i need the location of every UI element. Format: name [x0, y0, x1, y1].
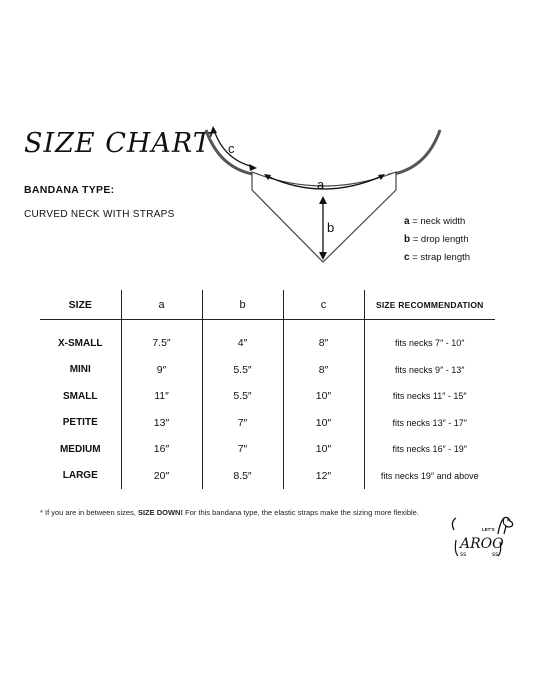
diagram-label-c: c [228, 141, 235, 156]
dog-tail [452, 518, 456, 530]
logo-big-text: AROO [460, 536, 504, 552]
table-header-row [40, 290, 495, 320]
header-size-recommendation: SIZE RECOMMENDATION [364, 290, 495, 320]
table-row: SMALL 11″ 5.5″ 10″ fits necks 11″ - 15″ [40, 383, 495, 410]
table-row: MEDIUM 16″ 7″ 10″ fits necks 16″ - 19″ [40, 436, 495, 463]
strap-right [388, 130, 440, 175]
table-row: PETITE 13″ 7″ 10″ fits necks 13″ - 17″ [40, 410, 495, 437]
header-size: SIZE [40, 290, 121, 320]
header-a: a [121, 290, 202, 320]
bandana-diagram [190, 120, 450, 270]
diagram-label-b: b [327, 220, 335, 235]
table-row: X-SMALL 7.5″ 4″ 8″ fits necks 7″ - 10″ [40, 320, 495, 357]
legend-item-c: c = strap length [404, 252, 471, 263]
header-b: b [202, 290, 283, 320]
header-c: c [283, 290, 364, 320]
table-row: LARGE 20″ 8.5″ 12″ fits necks 19″ and above [40, 463, 495, 490]
bandana-type-label: BANDANA TYPE: [24, 184, 115, 196]
svg-text:ss: ss [460, 551, 467, 558]
legend-item-b: b = drop length [404, 234, 469, 245]
logo-small-text: LET'S [482, 527, 495, 532]
page-title: SIZE CHART [24, 128, 212, 159]
table-row: MINI 9″ 5.5″ 8″ fits necks 9″ - 13″ [40, 357, 495, 384]
brand-logo [446, 512, 516, 564]
size-table [40, 290, 495, 489]
diagram-label-a: a [317, 177, 325, 192]
legend-item-a: a = neck width [404, 216, 466, 227]
bandana-type-value: CURVED NECK WITH STRAPS [24, 209, 175, 220]
svg-text:ss: ss [492, 551, 499, 558]
footnote: * If you are in between sizes, SIZE DOWN! For this bandana type, the elastic straps make the sizing more flexible. [40, 508, 419, 517]
